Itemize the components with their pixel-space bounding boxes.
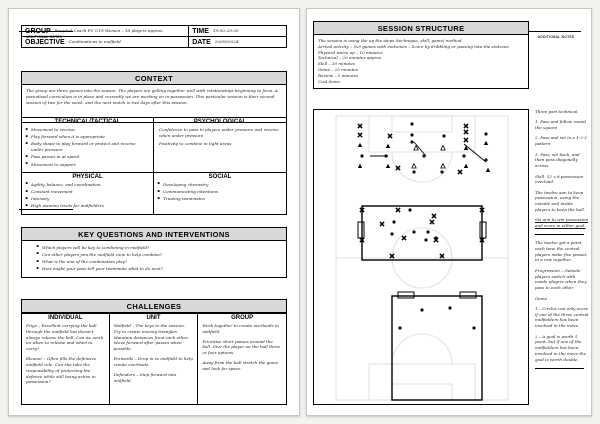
structure-line: Game – 25 minutes: [318, 67, 358, 73]
list-item: ▪ Developing chemistry: [163, 182, 282, 188]
note-block: 3. Pass, set back, and then pass diagonally across: [535, 151, 580, 169]
challenges-column-group: [198, 313, 287, 405]
list-item: ▪ What is the aim of the combination play?: [42, 259, 278, 265]
group-cell: [21, 25, 189, 37]
notes-divider-bottom: [535, 368, 584, 369]
drill-markers-top: [358, 122, 490, 174]
additional-notes-rule-top-right: [527, 31, 581, 32]
column-body: [22, 323, 109, 385]
additional-notes-label-left: ADDITIONAL NOTES: [25, 35, 63, 39]
list-item: ▪ Play forward when it is appropriate: [31, 134, 149, 140]
key-questions-list: [26, 245, 282, 272]
player-needs-quadrants: [21, 117, 287, 215]
session-pitch-diagram: [313, 109, 529, 405]
column-body: [198, 323, 286, 372]
list-item: Confidence to pass to players under pressure and receive when under pressure: [159, 127, 279, 138]
list-item: ▪ Movement to support: [31, 162, 149, 168]
structure-line: Physical warm up – 10 minutes: [318, 49, 383, 55]
group-label: GROUP: [25, 27, 51, 35]
notes-divider: [535, 234, 584, 235]
session-structure-section: [313, 21, 529, 89]
note-block: Three part technical.: [535, 109, 579, 114]
challenges-header: CHALLENGES: [21, 299, 287, 313]
paragraph: Midfield – The keys to the session. Try to create moving triangles. Maintain distances from each other. Move forward after passes when possible.: [113, 323, 189, 352]
session-structure-header: SESSION STRUCTURE: [313, 21, 529, 35]
list-item: ▪ Communicating intentions: [163, 189, 282, 195]
challenges-section: [21, 299, 287, 405]
quadrant-list: [154, 127, 286, 146]
paragraph: Defenders – Step forward into midfield.: [113, 371, 177, 383]
key-questions-body: [21, 241, 287, 278]
quadrant-title: PHYSICAL: [72, 173, 103, 180]
structure-line: Cool down: [318, 78, 340, 84]
time-cell: [189, 25, 287, 37]
list-item: ▪ Constant movement: [31, 189, 149, 195]
paragraph: Forwards – Drop in to midfield to help create overloads.: [113, 356, 193, 367]
note-block: Skill. 12 v 8 possession overload.: [535, 173, 584, 185]
group-value: Bearded Coach FC U19 Women – 18 players approx.: [54, 28, 164, 34]
list-item: ▪ Pass passes in at speed: [31, 154, 149, 160]
paragraph: Work together to create overloads in midfield.: [202, 323, 279, 334]
game-markers: [398, 306, 475, 329]
note-block: Progression – Outside players switch with inside players when they pass to each other.: [535, 267, 587, 291]
skill-possession-box: [358, 206, 486, 260]
quadrant-list: [22, 182, 153, 209]
structure-line: Skill – 30 minutes: [318, 61, 356, 67]
note-block: The twelve aim to keep possession, using the outside and inside players to keep the ball.: [535, 189, 586, 213]
list-item: Positivity to combine in tight areas: [159, 140, 232, 146]
challenges-columns: [21, 313, 287, 405]
date-label: DATE: [192, 38, 211, 46]
list-item: ▪ Agility, balance, and coordination: [31, 182, 149, 188]
date-cell: [189, 37, 287, 48]
quadrant-list: [154, 182, 286, 202]
key-questions-header: KEY QUESTIONS AND INTERVENTIONS: [21, 227, 287, 241]
list-item: ▪ Trusting teammates: [163, 196, 282, 202]
pitch-svg: [314, 110, 529, 405]
quadrant-social: [154, 173, 287, 215]
quadrant-psychological: [154, 117, 287, 173]
structure-line: Technical – 20 minutes approx: [318, 55, 382, 61]
list-item: ▪ How might your pass tell your teammate what to do next?: [42, 266, 278, 272]
date-value: 20/09/2024: [214, 39, 239, 45]
note-block-underlined: Six aim to win possession and score in either goal.: [535, 217, 589, 229]
list-item: ▪ Body shape to play forward or protect and receive under pressure: [31, 141, 149, 153]
context-header: CONTEXT: [21, 71, 287, 85]
quadrant-title: PSYCHOLOGICAL: [193, 119, 247, 125]
right-page: [306, 8, 592, 416]
quadrant-technical: [21, 117, 154, 173]
key-questions-section: [21, 227, 287, 278]
structure-line: The session is using the up the steps (technique, skill, game) method.: [318, 38, 463, 43]
challenges-column-individual: [21, 313, 110, 405]
list-item: ▪ High stamina levels for midfielders: [31, 203, 149, 209]
note-block: 2. Pass and set in a 1-2-3 pattern: [535, 135, 587, 147]
game-note-block: 2 – A goal is worth 1 point, but if one of the midfielders has been involved in the move the goal is worth double.: [535, 333, 587, 362]
quadrant-physical: [21, 173, 154, 215]
column-body: [110, 323, 198, 383]
column-heading: INDIVIDUAL: [48, 315, 83, 321]
paragraph: Eleanor – Often fills the defensive midfield role. Can she take the responsibility of protecting the defence while still being active in possession?: [26, 356, 97, 385]
column-heading: UNIT: [146, 315, 161, 321]
quadrant-title: SOCIAL: [208, 173, 232, 180]
skill-markers: [360, 208, 484, 258]
column-heading: GROUP: [231, 315, 254, 321]
game-note-block: 1 – Circles can only score if one of the three central midfielders has been involved in the move.: [535, 305, 589, 329]
context-body: The group are three games into the season. The players are gelling together well with relationships beginning to form. A periodised curriculum is in place and currently we are working on in-possession. This particular session is their second session of two for the week, and the next match is two days after this session.: [21, 85, 287, 123]
quadrant-title: TECHNICAL/TACTICAL: [54, 119, 121, 125]
session-meta-table: [21, 25, 287, 48]
paragraph: Away from the ball stretch the game and look for space.: [202, 360, 279, 371]
paragraph: Prioritise short passes around the ball. Give the player on the ball three or four options.: [202, 338, 281, 356]
quadrant-list: [22, 127, 153, 167]
challenges-column-unit: [110, 313, 199, 405]
list-item: ▪ Movement to receive: [31, 127, 149, 133]
additional-notes-label-right: ADDITIONAL NOTES: [537, 35, 575, 39]
list-item: ▪ Which players will be key to combining in midfield?: [42, 245, 278, 251]
structure-line: Arrival activity – 5v5 games with endzones – Score by dribbling or passing into the endzone: [318, 43, 509, 49]
list-item: ▪ Intensity: [31, 196, 149, 202]
list-item: ▪ Can other players join the midfield zone to help combine?: [42, 252, 278, 258]
coach-notes-column: [535, 109, 589, 374]
session-structure-body: [313, 35, 529, 89]
time-value: 19:00–20:30: [212, 28, 239, 34]
objective-value: Combinations in midfield: [68, 39, 121, 45]
structure-line: Review – 5 minutes: [318, 72, 359, 78]
objective-cell: [21, 37, 189, 48]
paragraph: Priya – Excellent carrying the ball through the midfield but doesn't always release the ball. Can we work on when to release and when to carry?: [26, 323, 104, 352]
objective-label: OBJECTIVE: [25, 38, 65, 46]
time-label: TIME: [192, 27, 209, 35]
note-block: The twelve get a point each time the central players make five passes in a row together.: [535, 240, 587, 263]
left-page: [8, 8, 300, 416]
context-section: [21, 71, 287, 123]
game-notes-heading: Game: [535, 295, 548, 301]
note-block: 1. Pass and follow round the square: [535, 119, 586, 131]
